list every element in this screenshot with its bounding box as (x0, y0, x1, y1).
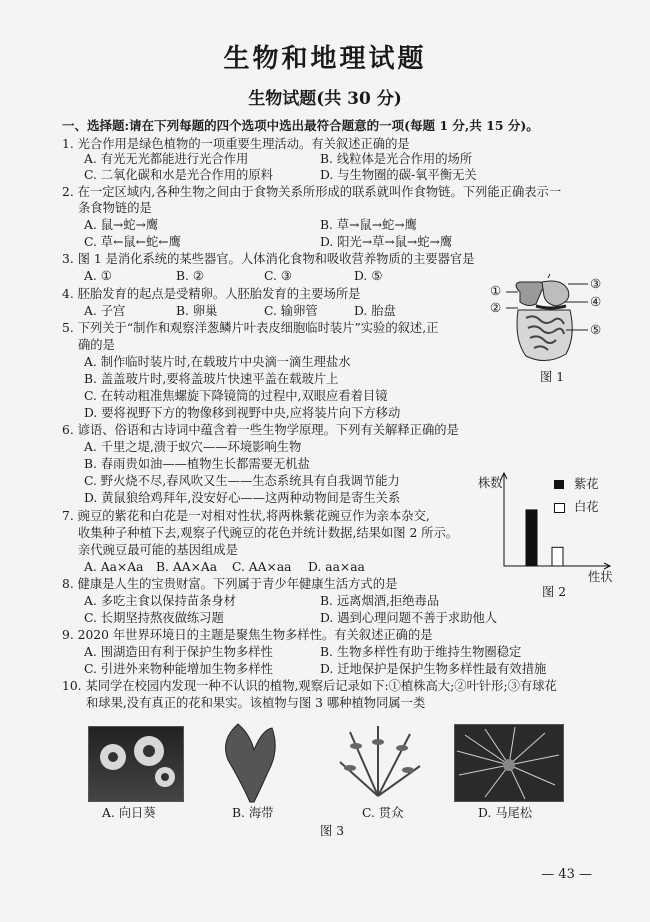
legend-white: 白花 (574, 500, 599, 514)
question-2-option-a: A. 鼠→蛇→鹰 (84, 218, 159, 232)
question-10-stem: 和球果,没有真正的花和果实。该植物与图 3 哪种植物同属一类 (86, 696, 426, 710)
question-5-stem: 确的是 (78, 338, 115, 352)
question-2-stem: 2. 在一定区域内,各种生物之间由于食物关系所形成的联系就叫作食物链。下列能正确表示一 (62, 185, 562, 199)
question-1-option-b: B. 线粒体是光合作用的场所 (320, 152, 473, 166)
figure-1 (490, 274, 608, 366)
question-5-option-a: A. 制作临时装片时,在载玻片中央滴一滴生理盐水 (84, 355, 351, 369)
fig1-label-1: ① (490, 284, 502, 298)
question-3-option-a: A. ① (84, 269, 112, 283)
page-number: — 43 — (541, 867, 592, 882)
question-8-stem: 8. 健康是人生的宝贵财富。下列属于青少年健康生活方式的是 (62, 577, 398, 591)
question-4-option-a: A. 子宫 (84, 304, 126, 318)
question-9-option-d: D. 迁地保护是保护生物多样性最有效措施 (320, 662, 547, 676)
question-8-option-a: A. 多吃主食以保持苗条身材 (84, 594, 236, 608)
figure-1-caption: 图 1 (540, 370, 565, 384)
photo-kelp (210, 720, 296, 804)
question-7-stem: 7. 豌豆的紫花和白花是一对相对性状,将两株紫花豌豆作为亲本杂交, (62, 509, 430, 523)
question-5-option-c: C. 在转动粗准焦螺旋下降镜筒的过程中,双眼应看着目镜 (84, 389, 388, 403)
question-5-option-d: D. 要将视野下方的物像移到视野中央,应将装片向下方移动 (84, 406, 401, 420)
question-6-option-c: C. 野火烧不尽,春风吹又生——生态系统具有自我调节能力 (84, 474, 400, 488)
photo-sunflower (88, 726, 184, 802)
question-7-option-b: B. AA×Aa (156, 560, 218, 574)
question-3-stem: 3. 图 1 是消化系统的某些器官。人体消化食物和吸收营养物质的主要器官是 (62, 252, 475, 266)
fig3-label-b: B. 海带 (232, 806, 274, 820)
fig1-label-2: ② (490, 301, 502, 315)
question-2-option-c: C. 草←鼠←蛇←鹰 (84, 235, 181, 249)
section-instruction: 一、选择题:请在下列每题的四个选项中选出最符合题意的一项(每题 1 分,共 15 分)。 (62, 118, 539, 133)
question-9-stem: 9. 2020 年世界环境日的主题是聚焦生物多样性。有关叙述正确的是 (62, 628, 433, 642)
question-7-option-a: A. Aa×Aa (84, 560, 144, 574)
bar-white (552, 547, 563, 566)
question-9-option-c: C. 引进外来物种能增加生物多样性 (84, 662, 273, 676)
chart-xlabel: 性状 (588, 570, 613, 584)
question-4-option-b: B. 卵巢 (176, 304, 218, 318)
question-8-option-b: B. 远离烟酒,拒绝毒品 (320, 594, 440, 608)
question-7-option-c: C. AA×aa (232, 560, 292, 574)
question-6-option-d: D. 黄鼠狼给鸡拜年,没安好心——这两种动物间是寄生关系 (84, 491, 401, 505)
fig3-label-c: C. 贯众 (362, 806, 404, 820)
question-2-option-b: B. 草→鼠→蛇→鹰 (320, 218, 417, 232)
question-4-option-d: D. 胎盘 (354, 304, 396, 318)
chart-ylabel: 株数 (478, 476, 503, 490)
question-1-option-d: D. 与生物圈的碳-氧平衡无关 (320, 168, 477, 182)
section-subtitle: 生物试题(共 30 分) (248, 89, 402, 109)
fig1-label-5: ⑤ (590, 323, 602, 337)
figure-2-caption: 图 2 (542, 585, 567, 599)
fig3-label-d: D. 马尾松 (478, 806, 533, 820)
question-1-stem: 1. 光合作用是绿色植物的一项重要生理活动。有关叙述正确的是 (62, 137, 410, 151)
photo-fern (330, 722, 426, 802)
question-3-option-c: C. ③ (264, 269, 292, 283)
legend-swatch-white (554, 503, 565, 513)
question-2-stem: 条食物链的是 (78, 201, 152, 215)
fig3-label-a: A. 向日葵 (102, 806, 156, 820)
legend-swatch-purple (554, 480, 564, 489)
figure-2-chart (478, 470, 618, 602)
question-9-option-b: B. 生物多样性有助于维持生物圈稳定 (320, 645, 522, 659)
question-7-stem: 收集种子种植下去,观察子代豌豆的花色并统计数据,结果如图 2 所示。 (78, 526, 459, 540)
fig1-label-3: ③ (590, 277, 602, 291)
question-3-option-b: B. ② (176, 269, 204, 283)
question-7-option-d: D. aa×aa (308, 560, 365, 574)
question-7-stem: 亲代豌豆最可能的基因组成是 (78, 543, 238, 557)
question-8-option-c: C. 长期坚持熬夜做练习题 (84, 611, 224, 625)
question-1-option-c: C. 二氧化碳和水是光合作用的原料 (84, 168, 273, 182)
question-10-stem: 10. 某同学在校园内发现一种不认识的植物,观察后记录如下:①植株高大;②叶针形;③有球花 (62, 679, 557, 693)
question-6-stem: 6. 谚语、俗语和古诗词中蕴含着一些生物学原理。下列有关解释正确的是 (62, 423, 459, 437)
question-3-option-d: D. ⑤ (354, 269, 383, 283)
legend-purple: 紫花 (574, 477, 599, 491)
figure-3-caption: 图 3 (320, 824, 345, 838)
question-1-option-a: A. 有光无光都能进行光合作用 (84, 152, 249, 166)
question-2-option-d: D. 阳光→草→鼠→蛇→鹰 (320, 235, 453, 249)
question-4-option-c: C. 输卵管 (264, 304, 318, 318)
question-4-stem: 4. 胚胎发育的起点是受精卵。人胚胎发育的主要场所是 (62, 287, 361, 301)
photo-masson-pine (454, 724, 564, 802)
question-8-option-d: D. 遇到心理问题不善于求助他人 (320, 611, 498, 625)
page-title: 生物和地理试题 (223, 44, 427, 74)
question-5-option-b: B. 盖盖玻片时,要将盖玻片快速平盖在载玻片上 (84, 372, 339, 386)
question-6-option-a: A. 千里之堤,溃于蚁穴——环境影响生物 (84, 440, 302, 454)
bar-purple (526, 510, 537, 566)
fig1-label-4: ④ (590, 295, 602, 309)
question-5-stem: 5. 下列关于“制作和观察洋葱鳞片叶表皮细胞临时装片”实验的叙述,正 (62, 321, 439, 335)
question-9-option-a: A. 围湖造田有利于保护生物多样性 (84, 645, 273, 659)
question-6-option-b: B. 春雨贵如油——植物生长都需要无机盐 (84, 457, 310, 471)
